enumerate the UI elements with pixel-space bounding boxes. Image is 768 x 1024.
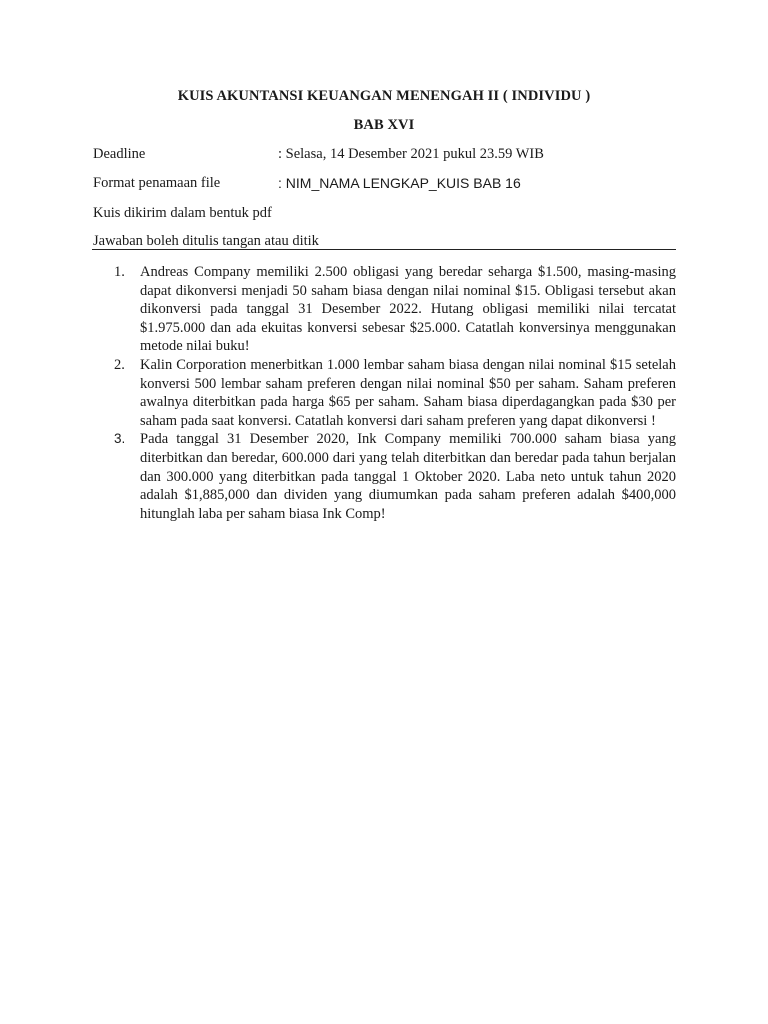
submission-note-text: Kuis dikirim dalam bentuk pdf <box>93 205 272 221</box>
question-text: Andreas Company memiliki 2.500 obligasi yang beredar seharga $1.500, masing-masing dapat dikonversi menjadi 50 saham biasa dengan nilai nominal $15. Obligasi tersebut akan dikonversi pada tanggal 31 Desember 2022. Hutang obligasi memiliki nilai tercatat $1.975.000 dan ada ekuitas konversi sebesar $25.000. Catatlah konversinya menggunakan metode nilai buku! <box>140 264 676 355</box>
file-format-value: : NIM_NAMA LENGKAP_KUIS BAB 16 <box>278 175 521 191</box>
question-text: Kalin Corporation menerbitkan 1.000 lembar saham biasa dengan nilai nominal $15 setelah konversi 500 lembar saham preferen dengan nilai nominal $50 per saham. Saham preferen awalnya diterbitkan pada harga $65 per saham. Saham biasa diperdagangkan pada $30 per saham pada saat konversi. Catatlah konversi dari saham preferen yang dapat dikonversi ! <box>140 356 676 429</box>
horizontal-rule <box>92 249 676 250</box>
question-item-3 <box>92 430 676 523</box>
document-title: KUIS AKUNTANSI KEUANGAN MENENGAH II ( INDIVIDU ) <box>177 88 591 104</box>
deadline-value: : Selasa, 14 Desember 2021 pukul 23.59 WIB <box>278 146 544 162</box>
deadline-label: Deadline <box>93 146 146 162</box>
question-number: 2. <box>114 356 125 373</box>
question-item-1 <box>92 263 676 356</box>
question-text: Pada tanggal 31 Desember 2020, Ink Company memiliki 700.000 saham biasa yang diterbitkan dan beredar, 600.000 dari yang telah diterbitkan dan beredar pada tahun berjalan dan 300.000 yang diterbitkan pada tanggal 1 Oktober 2020. Laba neto untuk tahun 2020 adalah $1,885,000 dan dividen yang diumumkan pada saham preferen adalah $400,000 hitunglah laba per saham biasa Ink Comp! <box>140 431 676 522</box>
question-list <box>92 263 676 523</box>
question-number: 3. <box>114 431 126 447</box>
question-item-2 <box>92 356 676 430</box>
answer-format-note-text: Jawaban boleh ditulis tangan atau ditik <box>93 233 319 249</box>
chapter-title: BAB XVI <box>353 117 415 133</box>
file-format-label: Format penamaan file <box>93 175 221 191</box>
question-number: 1. <box>114 264 125 280</box>
